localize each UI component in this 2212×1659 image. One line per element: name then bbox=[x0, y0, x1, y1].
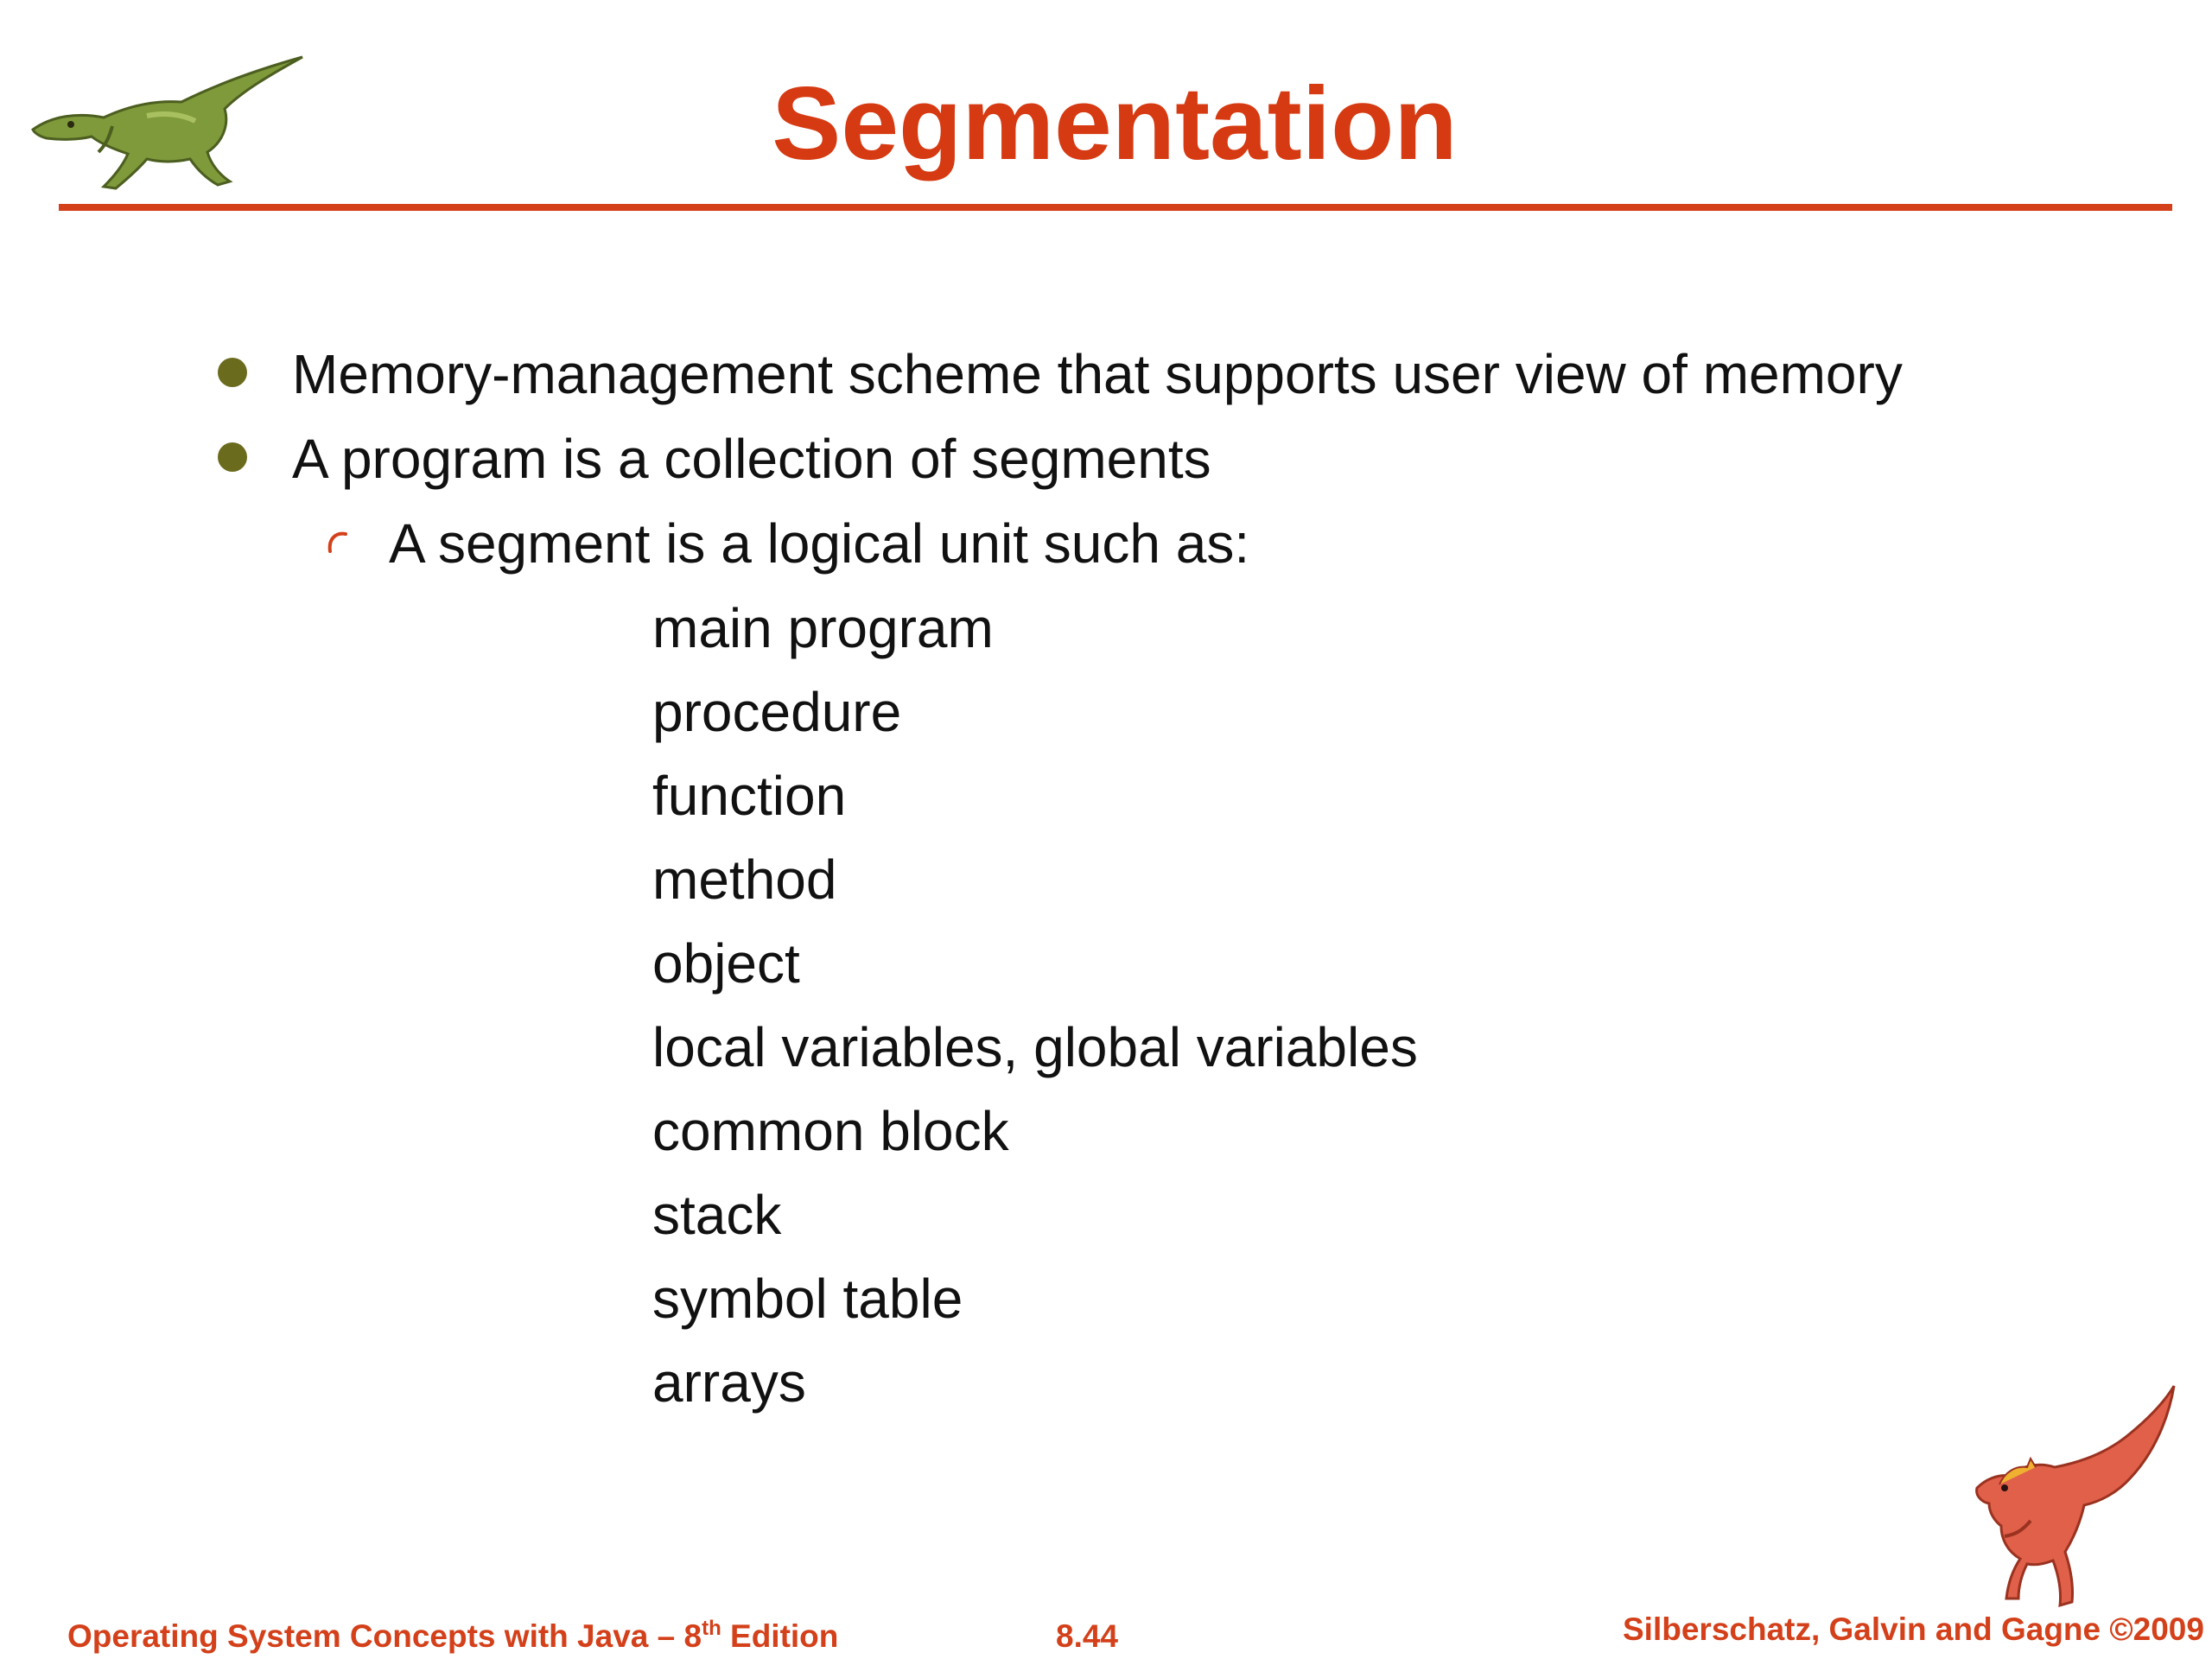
bullet-text: Memory-management scheme that supports user view of memory bbox=[292, 343, 1903, 405]
bullet-dot-icon bbox=[218, 358, 247, 387]
bullet-dot-icon bbox=[218, 442, 247, 472]
footer-page-number: 8.44 bbox=[1056, 1618, 1119, 1654]
footer-book-suffix: Edition bbox=[721, 1618, 839, 1654]
footer-book-title bbox=[67, 1618, 838, 1656]
bullet-item bbox=[0, 420, 2074, 498]
sub-bullet-text: A segment is a logical unit such as: bbox=[389, 512, 1250, 575]
list-item: object bbox=[652, 932, 800, 995]
list-item: symbol table bbox=[652, 1268, 963, 1330]
list-item: method bbox=[652, 849, 837, 911]
list-item: local variables, global variables bbox=[652, 1016, 1418, 1078]
list-item: main program bbox=[652, 597, 994, 659]
footer-book-prefix: Operating System Concepts with Java – 8 bbox=[67, 1618, 702, 1654]
bullet-item bbox=[0, 335, 2074, 413]
sub-bullet-item bbox=[0, 505, 2074, 582]
list-item: common block bbox=[652, 1100, 1009, 1162]
list-item: function bbox=[652, 765, 847, 827]
list-item: procedure bbox=[652, 681, 902, 743]
list-item: stack bbox=[652, 1184, 782, 1246]
list-item: arrays bbox=[652, 1351, 806, 1414]
arc-bullet-icon bbox=[323, 529, 351, 556]
bullet-text: A program is a collection of segments bbox=[292, 428, 1211, 490]
footer-authors: Silberschatz, Galvin and Gagne ©2009 bbox=[1623, 1611, 2204, 1647]
footer-book-superscript: th bbox=[702, 1617, 721, 1640]
slide-title: Segmentation bbox=[772, 66, 1458, 181]
red-dinosaur-icon bbox=[1970, 1382, 2186, 1616]
